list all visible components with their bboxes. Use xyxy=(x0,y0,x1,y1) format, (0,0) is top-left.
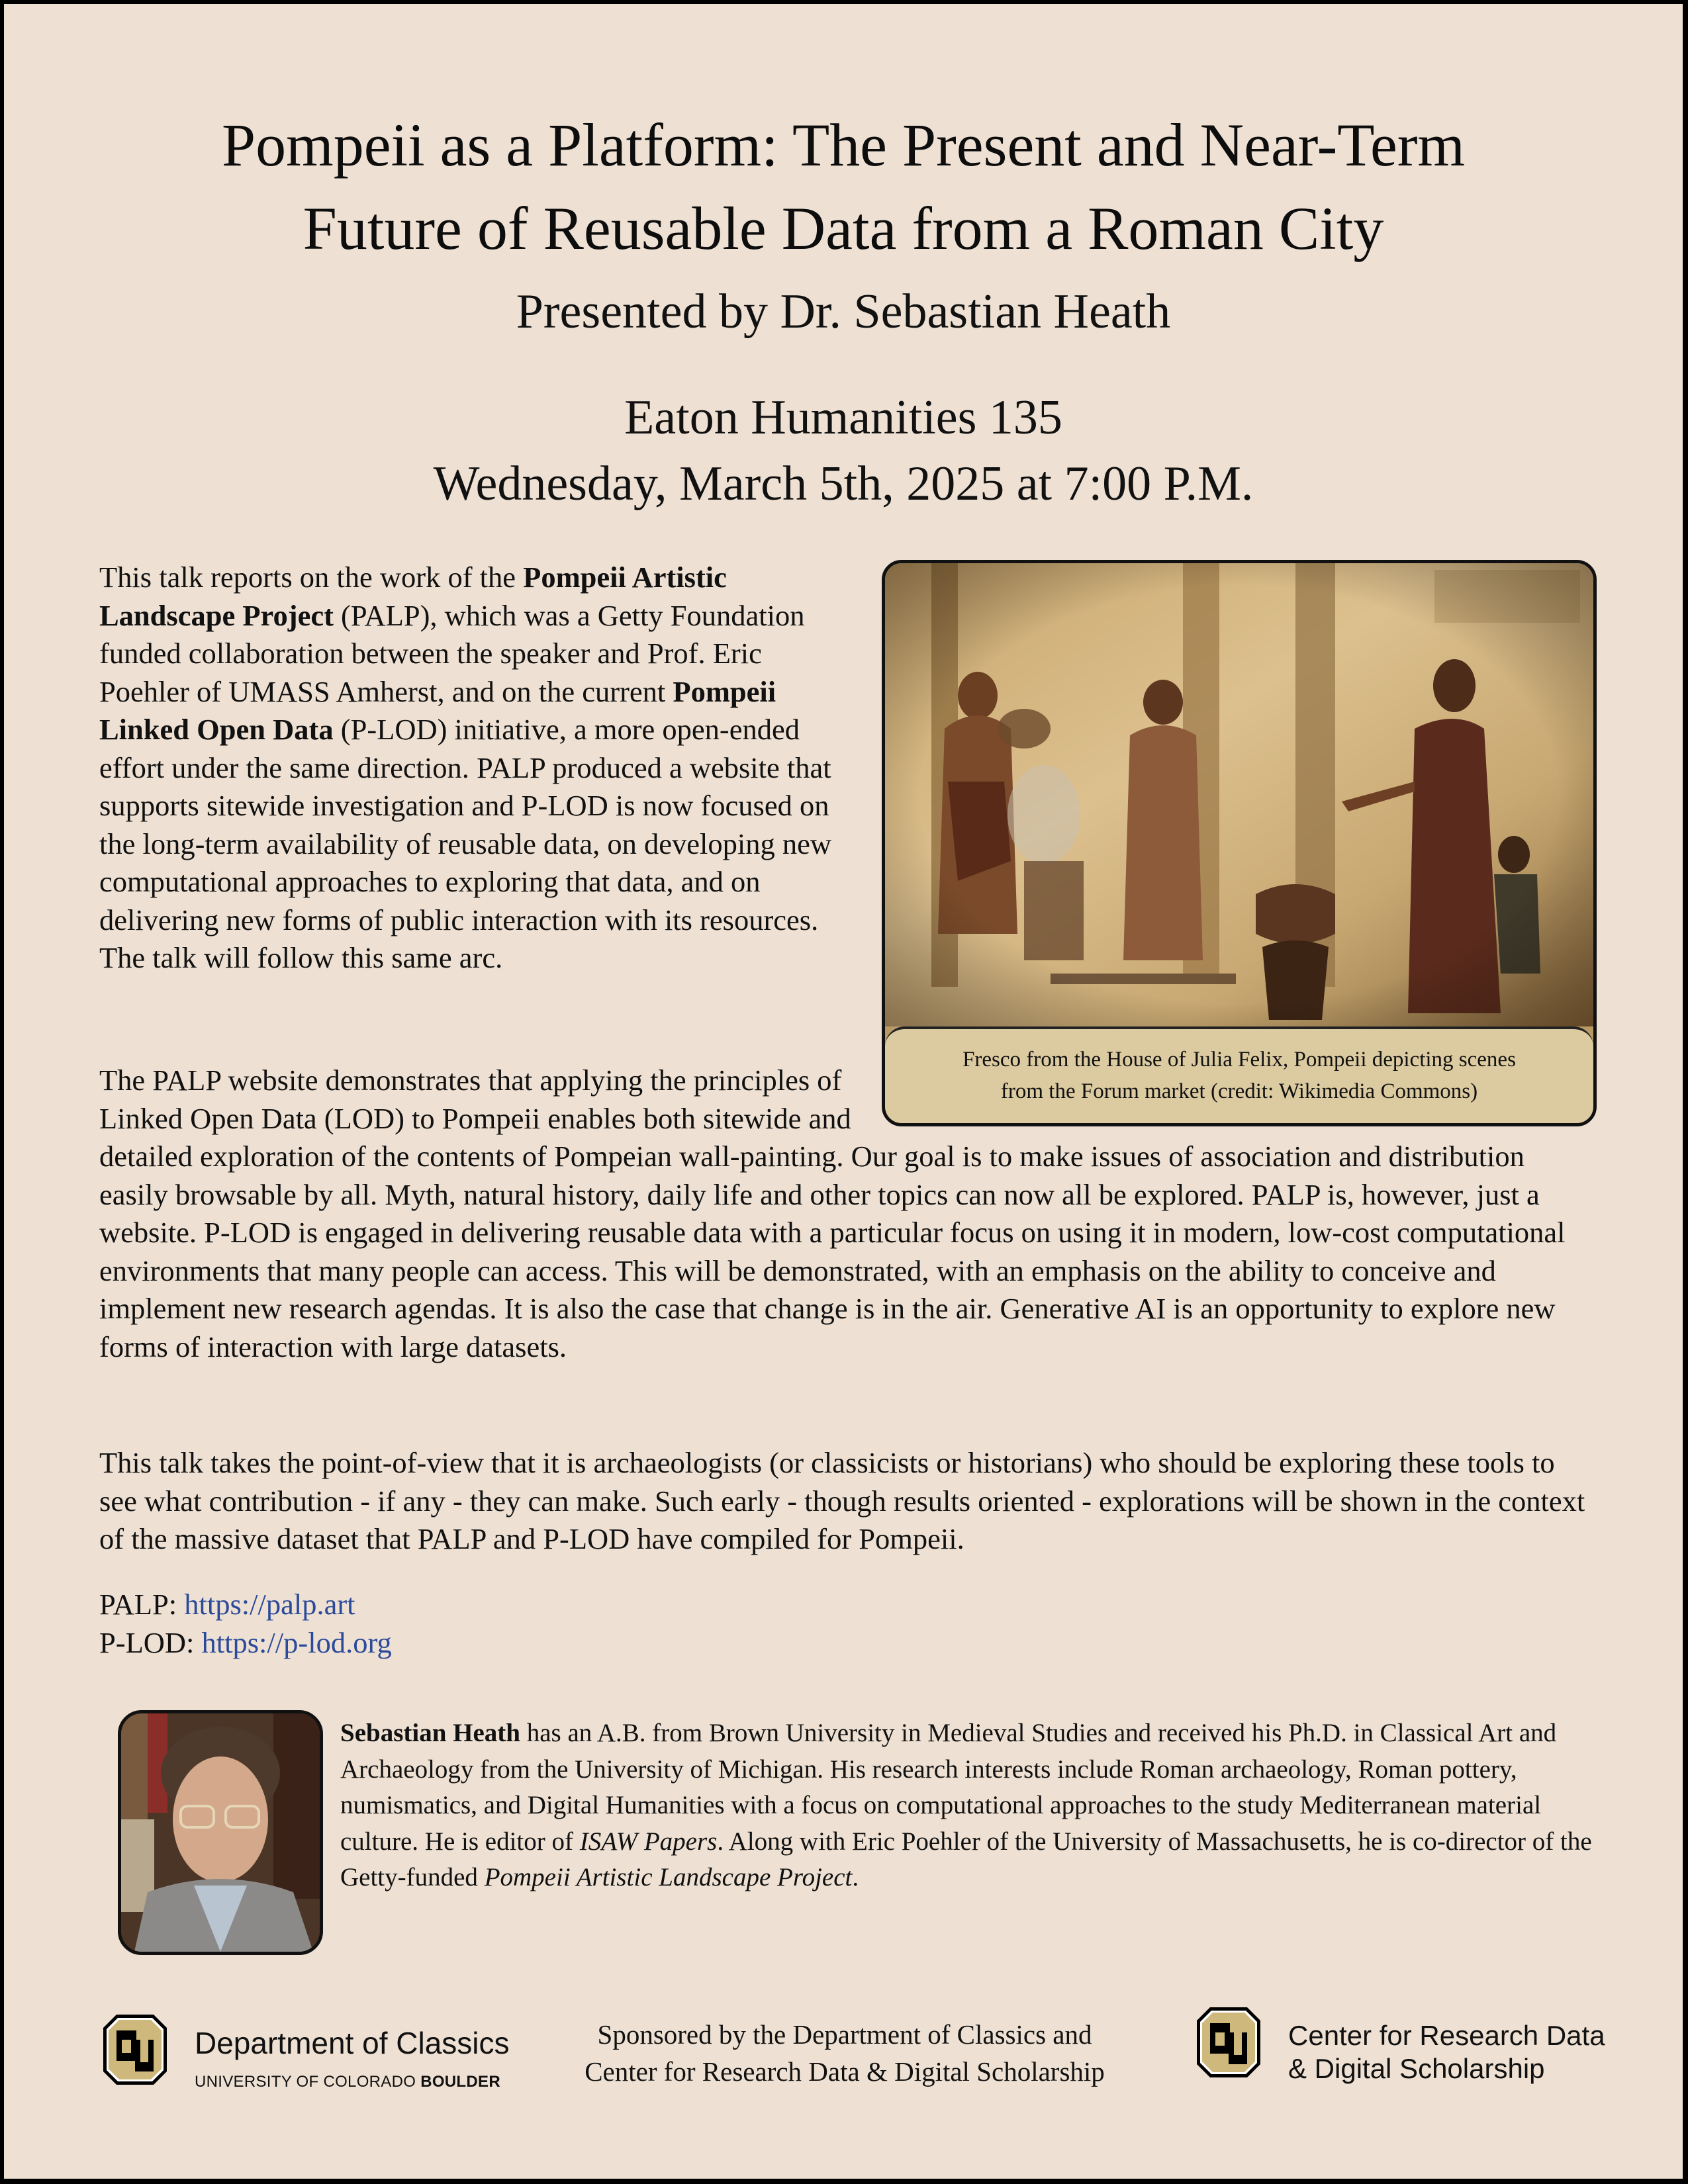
project-title: Pompeii Artistic Landscape Project xyxy=(484,1863,853,1891)
cu-logo-icon xyxy=(1196,2006,1262,2079)
center-name-line-1: Center for Research Data xyxy=(1288,2020,1605,2051)
plod-link[interactable]: https://p-lod.org xyxy=(201,1625,392,1659)
text-span: . xyxy=(852,1863,859,1891)
location: Eaton Humanities 135 xyxy=(624,390,1062,445)
venue-block xyxy=(4,385,1683,517)
caption-line-2: from the Forum market (credit: Wikimedia Commons) xyxy=(1000,1079,1478,1103)
sponsor-line-1: Sponsored by the Department of Classics and xyxy=(597,2019,1092,2050)
sponsor-text xyxy=(527,2016,1162,2090)
fresco-figure xyxy=(882,560,1597,1126)
event-flyer xyxy=(4,4,1683,2179)
project-name-plod: Pompeii Linked Open Data xyxy=(99,674,776,746)
speaker-name: Sebastian Heath xyxy=(340,1719,520,1747)
presenter-line: Presented by Dr. Sebastian Heath xyxy=(516,285,1171,339)
crdds-logo xyxy=(1196,2006,1619,2092)
link-label: P-LOD: xyxy=(99,1625,202,1659)
center-name-line-2: & Digital Scholarship xyxy=(1288,2053,1545,2084)
fresco-image xyxy=(885,563,1593,1026)
text-span: (PALP), which was a Getty Foundation funded collaboration between the speaker and Prof. Eric Poehler of UMASS Amherst, and on the current xyxy=(99,598,805,708)
title-line-1: Pompeii as a Platform: The Present and Near-Term xyxy=(221,111,1466,179)
caption-line-1: Fresco from the House of Julia Felix, Pompeii depicting scenes xyxy=(962,1048,1516,1071)
speaker-bio xyxy=(340,1715,1605,1896)
university-name xyxy=(195,2073,500,2091)
center-name xyxy=(1288,2019,1605,2085)
date-time: Wednesday, March 5th, 2025 at 7:00 P.M. xyxy=(433,457,1254,511)
text-span: has an A.B. from Brown University in Medieval Studies and received his Ph.D. in Classical Art and Archaeology from the University of Michigan. His research interests include Roman archaeology, Roman pottery, numismatics, and Digital Humanities with a focus on computational approaches to the study Mediterranean material culture. He is editor of xyxy=(340,1719,1557,1856)
plod-link-row xyxy=(99,1624,761,1662)
palp-link-row xyxy=(99,1586,761,1624)
speaker-portrait-image xyxy=(121,1713,320,1952)
sponsor-line-2: Center for Research Data & Digital Scholarship xyxy=(585,2056,1105,2087)
project-name-palp: Pompeii Artistic Landscape Project xyxy=(99,561,727,632)
univ-text: UNIVERSITY OF COLORADO xyxy=(195,2073,421,2091)
paragraph-intro xyxy=(99,559,854,978)
cu-logo-icon xyxy=(102,2013,168,2086)
float-spacer xyxy=(861,1062,1595,1136)
dept-name: Department of Classics xyxy=(195,2026,510,2060)
publication-title: ISAW Papers xyxy=(579,1827,718,1856)
univ-text-bold: BOULDER xyxy=(420,2073,500,2091)
paragraph-point-of-view: This talk takes the point-of-view that it is archaeologists (or classicists or historians) who should be exploring these tools to see what contribution - if any - they can make. Such early - though results oriented - explorations will be shown in the context of the massive dataset that PALP and P-LOD have compiled for Pompeii. xyxy=(99,1446,1585,1555)
dept-classics-logo xyxy=(102,2009,526,2095)
project-links xyxy=(99,1586,761,1662)
title-line-2: Future of Reusable Data from a Roman City xyxy=(303,195,1384,262)
text-span: (P-LOD) initiative, a more open-ended effort under the same direction. PALP produced a website that supports sitewide investigation and P-LOD is now focused on the long-term availability of reusable data, on developing new computational approaches to exploring that data, and on delivering new forms of public interaction with its resources. The talk will follow this same arc. xyxy=(99,713,831,974)
palp-link[interactable]: https://palp.art xyxy=(184,1588,355,1621)
link-label: PALP: xyxy=(99,1588,185,1621)
text-span: The PALP website demonstrates that applying the principles of Linked Open Data (LOD) to Pompeii enables both sitewide and detailed exploration of the contents of Pompeian wall-painting. Our goal is to make issues of association and distribution easily browsable by all. Myth, natural history, daily life and other topics can now all be explored. PALP is, however, just a website. P-LOD is engaged in delivering reusable data with a particular focus on using it in modern, low-cost computational environments that many people can access. This will be demonstrated, with an emphasis on the ability to conceive and implement new research agendas. It is also the case that change is in the air. Generative AI is an opportunity to explore new forms of interaction with large datasets. xyxy=(99,1064,1566,1363)
text-span: This talk reports on the work of the xyxy=(99,561,524,594)
paragraph-palp-website xyxy=(99,1062,1595,1366)
speaker-photo xyxy=(118,1710,323,1955)
page-title xyxy=(4,103,1683,270)
text-span: . Along with Eric Poehler of the University of Massachusetts, he is co-director of the Getty-funded xyxy=(340,1827,1592,1891)
